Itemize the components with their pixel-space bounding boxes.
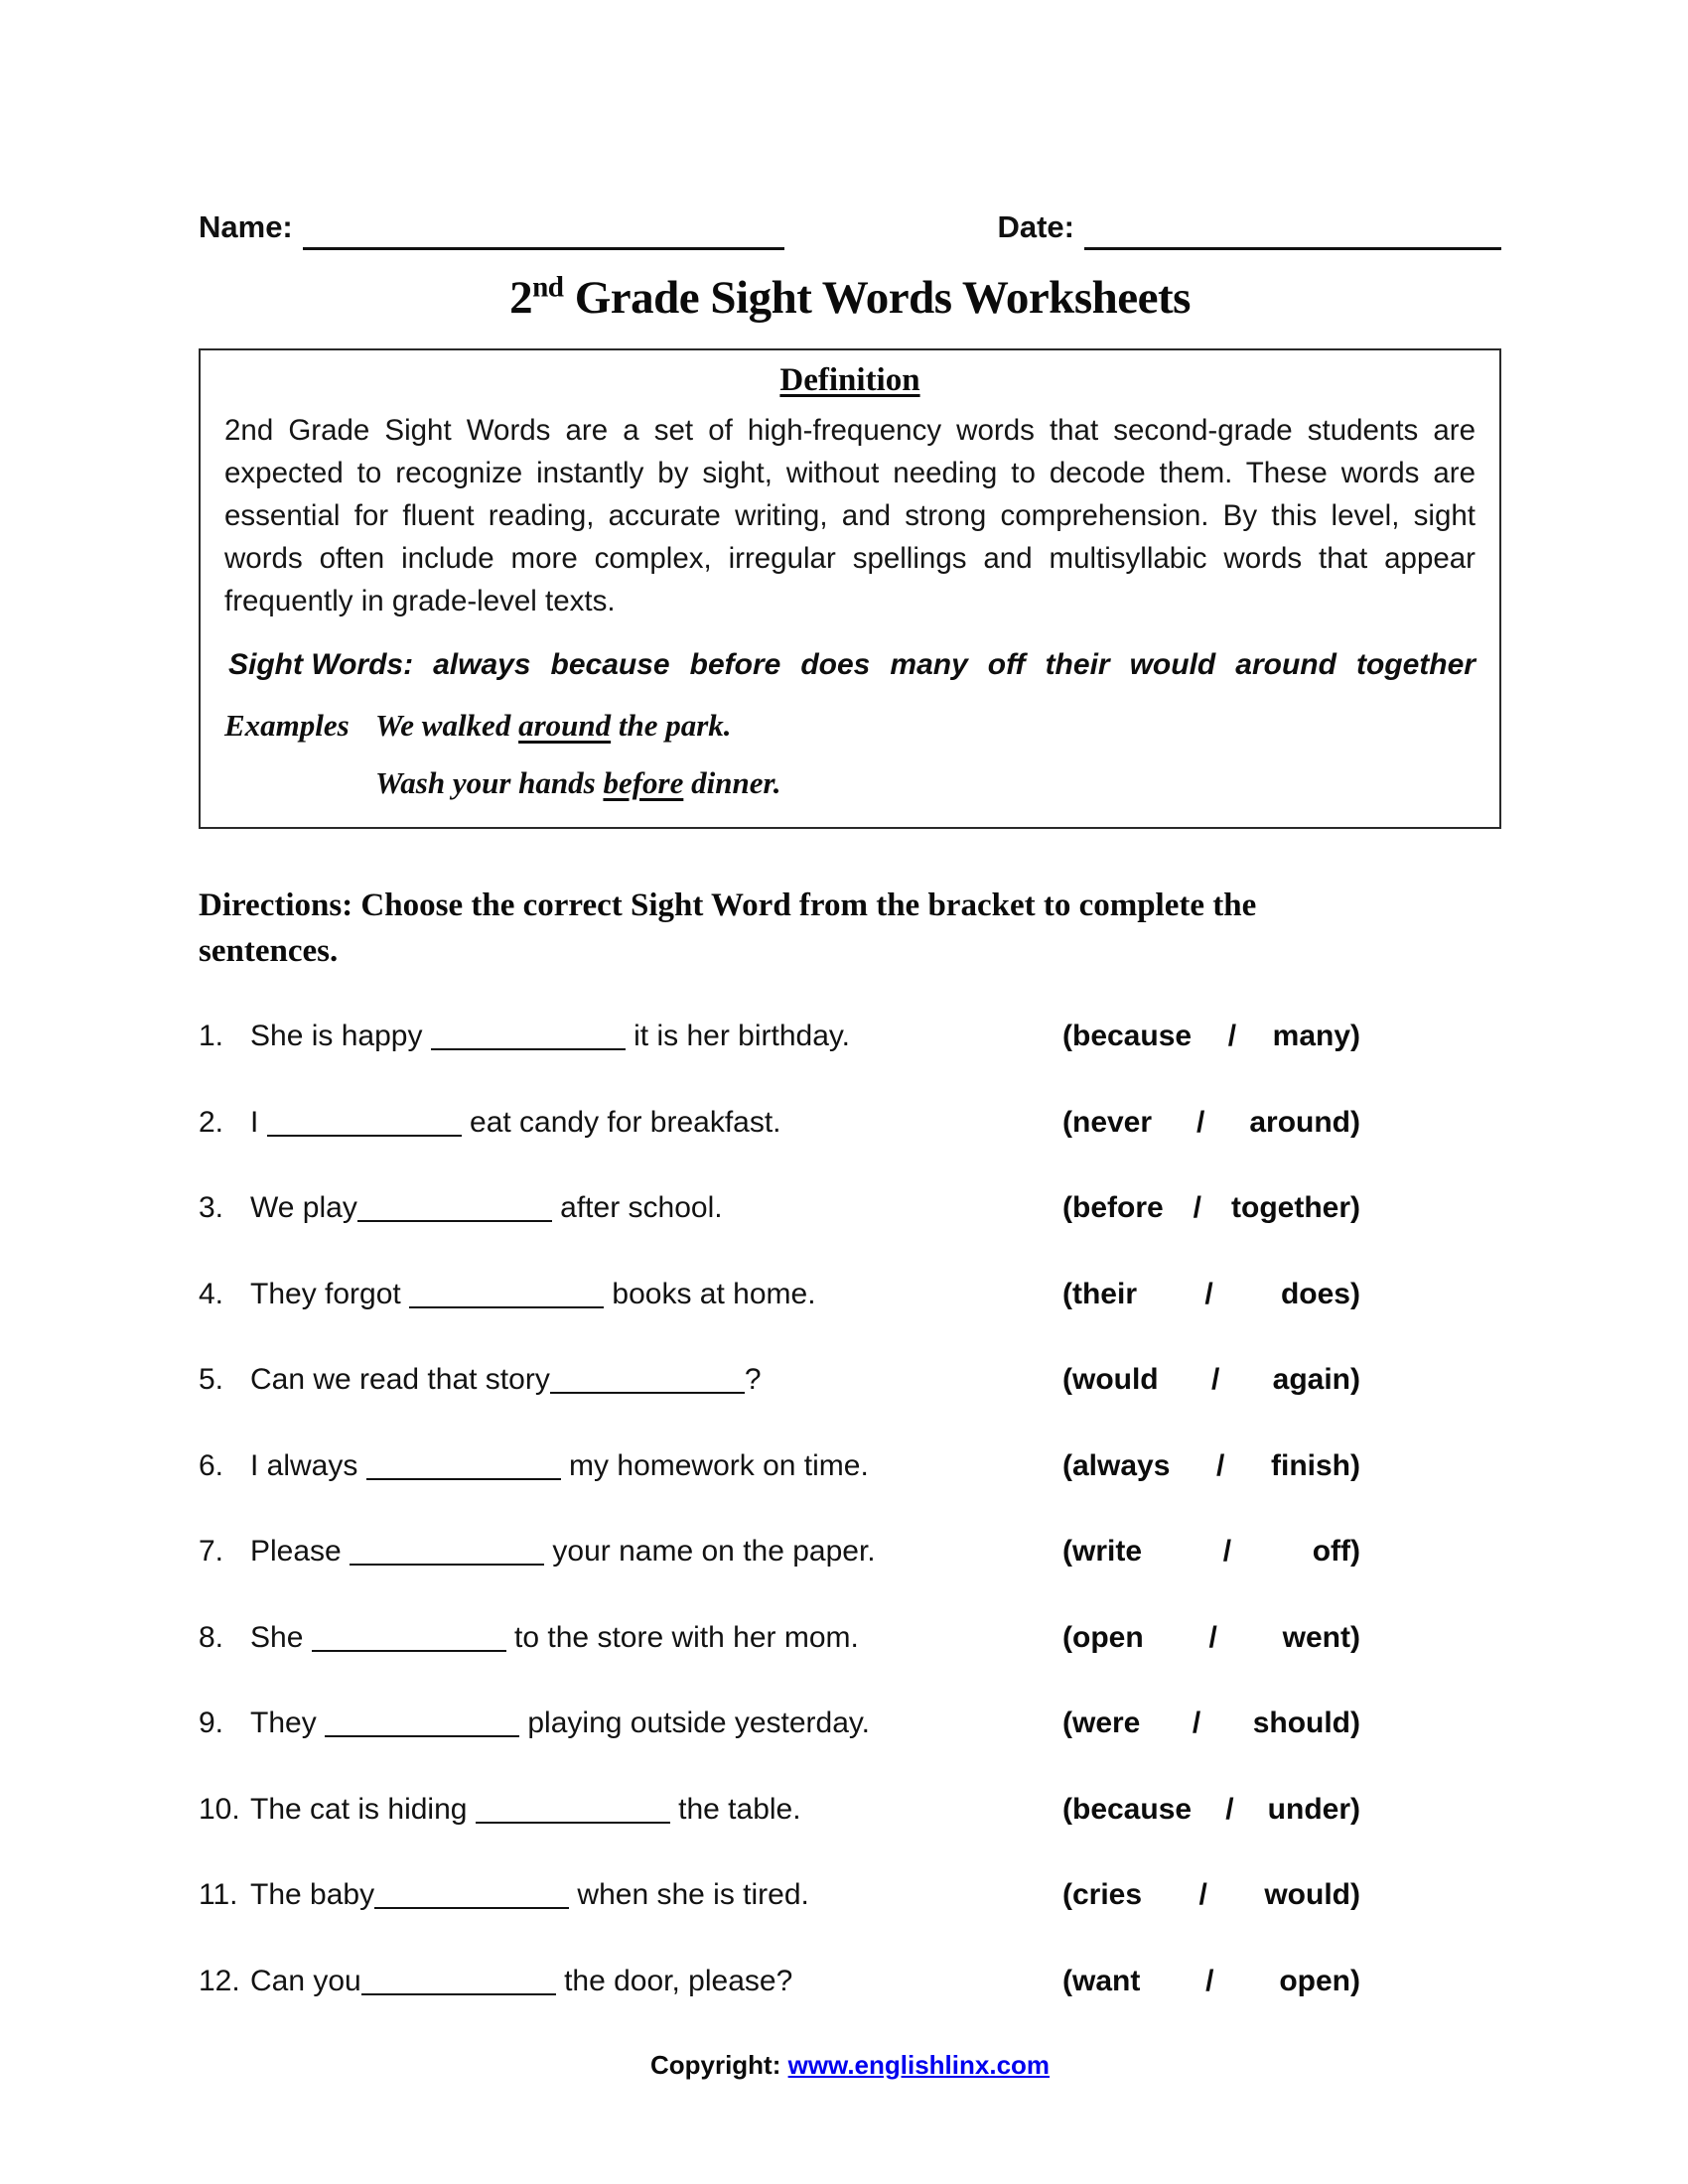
sight-word: many (890, 648, 968, 681)
example-text: Wash your hands (375, 765, 604, 800)
exercise-item (199, 1878, 1360, 1912)
item-options (1062, 1621, 1360, 1655)
item-number: 5. (199, 1363, 224, 1396)
option-left: (before (1062, 1191, 1164, 1224)
directions-line-1: Directions: Choose the correct Sight Word from the bracket to complete the (199, 887, 1257, 923)
sentence-post: my homework on time. (560, 1448, 869, 1482)
exercise-item (199, 1965, 1360, 1998)
option-slash: / (1208, 1620, 1217, 1654)
item-sentence (250, 1191, 1062, 1225)
item-number: 10. (199, 1792, 240, 1826)
answer-blank-line (361, 1970, 556, 1995)
definition-box (199, 348, 1501, 829)
option-right: went) (1282, 1620, 1360, 1654)
exercise-item (199, 1278, 1360, 1311)
item-sentence (250, 1449, 1062, 1483)
option-slash: / (1205, 1964, 1214, 1997)
sentence-pre: Please (250, 1535, 351, 1568)
sentence-post: playing outside yesterday. (519, 1706, 871, 1739)
sentence-post: it is her birthday. (625, 1020, 850, 1052)
name-label: Name: (199, 209, 293, 244)
examples-section (224, 708, 1476, 801)
sight-word: does (800, 648, 871, 681)
option-slash: / (1225, 1792, 1234, 1826)
sentence-pre: The cat is hiding (250, 1792, 476, 1826)
sentence-pre: I always (250, 1448, 366, 1482)
option-left: (want (1062, 1964, 1141, 1997)
sentence-pre: I (250, 1105, 267, 1139)
sentence-post: after school. (551, 1191, 723, 1224)
exercise-item (199, 1793, 1360, 1827)
item-sentence (250, 1706, 1062, 1740)
item-sentence (250, 1621, 1062, 1655)
option-slash: / (1196, 1105, 1205, 1139)
sight-word: off (987, 648, 1026, 681)
option-right: should) (1252, 1706, 1360, 1739)
option-left: (because (1062, 1792, 1193, 1826)
date-label: Date: (997, 209, 1074, 244)
option-left: (write (1062, 1535, 1143, 1568)
option-right: would) (1264, 1878, 1360, 1911)
item-options (1062, 1191, 1360, 1225)
sight-word: together (1355, 648, 1476, 681)
exercise-item (199, 1621, 1360, 1655)
title-text: Grade Sight Words Worksheets (563, 272, 1191, 324)
title-ordinal-suffix: nd (532, 271, 564, 304)
option-left: (were (1062, 1706, 1141, 1739)
sentence-post: to the store with her mom. (505, 1620, 859, 1654)
sentence-pre: They forgot (250, 1277, 410, 1310)
item-sentence (250, 1106, 1062, 1140)
exercise-item (199, 1363, 1360, 1397)
copyright-line (199, 2050, 1501, 2081)
sentence-pre: She (250, 1620, 312, 1654)
sight-word: their (1045, 648, 1110, 681)
exercise-item (199, 1535, 1360, 1569)
answer-blank-line (409, 1283, 604, 1308)
item-sentence (250, 1363, 1062, 1397)
item-number: 3. (199, 1191, 224, 1224)
item-number: 9. (199, 1706, 224, 1739)
answer-blank-line (325, 1712, 519, 1738)
answer-blank-line (312, 1626, 506, 1652)
option-slash: / (1216, 1448, 1225, 1482)
sentence-post: eat candy for breakfast. (461, 1105, 781, 1139)
example-underlined-word: around (518, 708, 612, 743)
exercise-item (199, 1706, 1360, 1740)
date-group (997, 209, 1501, 245)
option-slash: / (1192, 1706, 1201, 1739)
item-options (1062, 1706, 1360, 1740)
definition-heading: Definition (779, 362, 920, 398)
item-options (1062, 1363, 1360, 1397)
example-text: We walked (375, 708, 519, 743)
answer-blank-line (357, 1197, 552, 1223)
item-options (1062, 1878, 1360, 1912)
example-text: dinner. (683, 765, 781, 800)
item-number: 7. (199, 1535, 224, 1568)
sight-word: would (1129, 648, 1216, 681)
option-left: (their (1062, 1277, 1137, 1310)
sentence-post: ? (744, 1363, 762, 1396)
answer-blank-line (267, 1111, 462, 1137)
examples-label: Examples (224, 708, 350, 743)
answer-blank-line (374, 1884, 569, 1910)
sight-word: before (689, 648, 781, 681)
item-number: 2. (199, 1105, 224, 1139)
option-right: under) (1267, 1792, 1360, 1826)
example-sentence (375, 765, 1476, 801)
copyright-link[interactable]: www.englishlinx.com (787, 2050, 1051, 2080)
definition-body: 2nd Grade Sight Words are a set of high-frequency words that second-grade students are expected to recognize instantly by sight, without needing to decode them. These words are essential for fluent reading, accurate writing, and strong comprehension. By this level, sight words often include more complex, irregular spellings and multisyllabic words that appear frequently in grade-level texts. (224, 414, 1476, 617)
option-right: finish) (1271, 1448, 1360, 1482)
option-right: around) (1249, 1105, 1360, 1139)
answer-blank-line (431, 1025, 626, 1051)
exercise-list (199, 1020, 1360, 1998)
example-sentence (375, 708, 1476, 744)
option-left: (would (1062, 1363, 1159, 1396)
sight-word: always (433, 648, 531, 681)
sentence-pre: The baby (250, 1878, 375, 1911)
example-underlined-word: before (603, 765, 684, 800)
option-slash: / (1222, 1535, 1232, 1568)
answer-blank-line (366, 1454, 561, 1480)
item-number: 11. (199, 1878, 238, 1911)
item-options (1062, 1449, 1360, 1483)
header-line (199, 204, 1501, 245)
exercise-item (199, 1449, 1360, 1483)
item-options (1062, 1965, 1360, 1998)
item-options (1062, 1535, 1360, 1569)
item-sentence (250, 1793, 1062, 1827)
option-left: (because (1062, 1020, 1193, 1052)
item-number: 6. (199, 1448, 224, 1482)
item-sentence (250, 1878, 1062, 1912)
date-blank-line (1084, 222, 1501, 250)
title-number: 2 (509, 272, 533, 324)
copyright-label: Copyright: (649, 2050, 788, 2080)
option-right: again) (1272, 1363, 1360, 1396)
item-number: 1. (199, 1020, 224, 1052)
item-sentence (250, 1965, 1062, 1998)
sight-words-list (224, 648, 1476, 682)
answer-blank-line (550, 1369, 745, 1395)
item-options (1062, 1020, 1360, 1053)
sentence-post: the door, please? (555, 1964, 793, 1997)
sight-word: around (1235, 648, 1336, 681)
item-options (1062, 1278, 1360, 1311)
option-slash: / (1204, 1277, 1213, 1310)
sentence-pre: We play (250, 1191, 357, 1224)
option-slash: / (1193, 1191, 1202, 1224)
sight-word: because (550, 648, 670, 681)
answer-blank-line (350, 1541, 544, 1567)
item-sentence (250, 1278, 1062, 1311)
sentence-post: books at home. (604, 1277, 816, 1310)
item-number: 4. (199, 1277, 224, 1310)
sentence-post: your name on the paper. (544, 1535, 876, 1568)
item-number: 8. (199, 1620, 224, 1654)
option-slash: / (1198, 1878, 1207, 1911)
option-right: together) (1231, 1191, 1360, 1224)
page-title (199, 271, 1501, 325)
sentence-pre: Can we read that story (250, 1363, 550, 1396)
option-left: (cries (1062, 1878, 1143, 1911)
option-slash: / (1227, 1020, 1237, 1052)
item-options (1062, 1106, 1360, 1140)
exercise-item (199, 1020, 1360, 1053)
option-slash: / (1210, 1363, 1220, 1396)
directions-line-2: sentences. (199, 933, 339, 969)
exercise-item (199, 1191, 1360, 1225)
item-number: 12. (199, 1964, 240, 1997)
answer-blank-line (476, 1798, 670, 1824)
option-right: open) (1279, 1964, 1360, 1997)
option-left: (always (1062, 1448, 1171, 1482)
item-sentence (250, 1535, 1062, 1569)
sentence-post: the table. (669, 1792, 801, 1826)
example-text: the park. (611, 708, 732, 743)
sentence-pre: She is happy (250, 1020, 431, 1052)
option-right: off) (1312, 1535, 1360, 1568)
sight-words-label: Sight Words: (228, 648, 414, 681)
sentence-pre: They (250, 1706, 326, 1739)
directions-text (199, 883, 1501, 974)
option-right: many) (1272, 1020, 1360, 1052)
exercise-item (199, 1106, 1360, 1140)
item-options (1062, 1793, 1360, 1827)
name-blank-line (303, 222, 784, 250)
item-sentence (250, 1020, 1062, 1053)
sentence-pre: Can you (250, 1964, 361, 1997)
option-left: (never (1062, 1105, 1153, 1139)
sentence-post: when she is tired. (569, 1878, 809, 1911)
option-right: does) (1280, 1277, 1360, 1310)
option-left: (open (1062, 1620, 1144, 1654)
